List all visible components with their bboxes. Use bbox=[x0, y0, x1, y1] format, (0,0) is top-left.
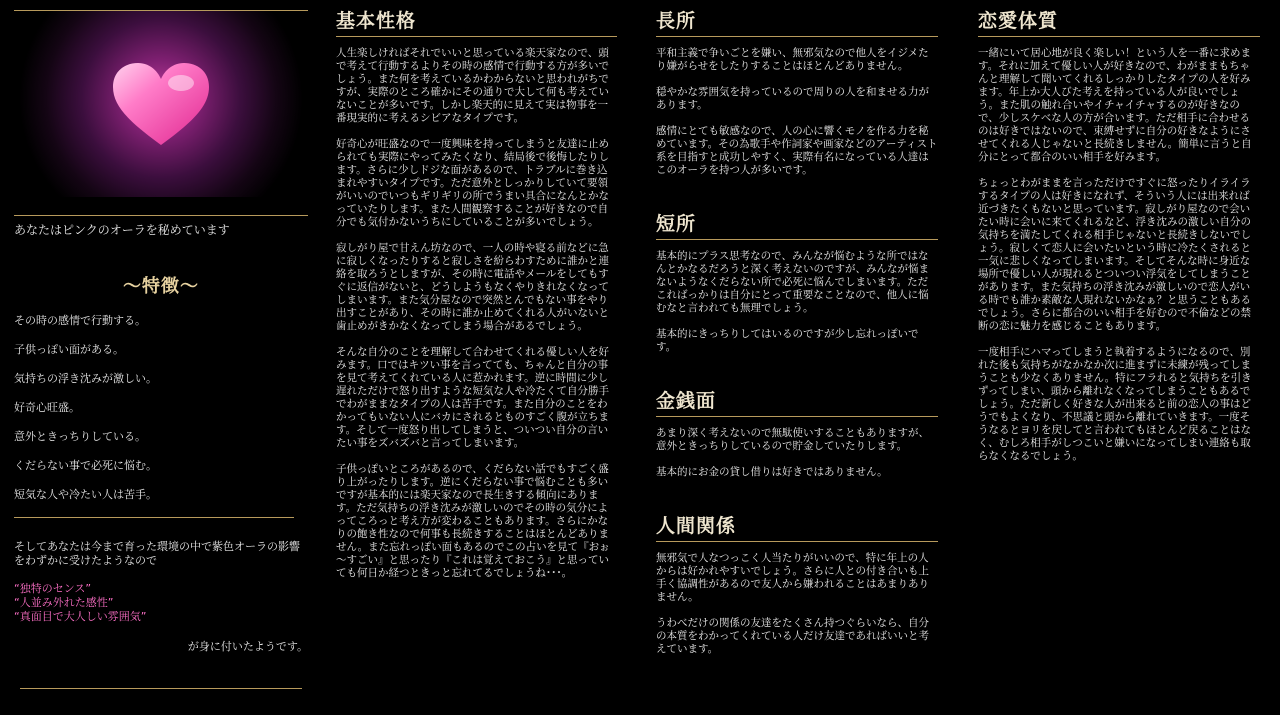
middle-column bbox=[656, 0, 938, 669]
weaknesses-title: 短所 bbox=[656, 203, 938, 240]
trait-item: 短気な人や冷たい人は苦手。 bbox=[14, 488, 157, 501]
influence-list bbox=[14, 582, 308, 624]
trait-item: その時の感情で行動する。 bbox=[14, 314, 146, 327]
paragraph: 一緒にいて居心地が良く楽しい！という人を一番に求めます。それに加えて優しい人が好きなので、わがままもちゃんと理解して聞いてくれるしっかりしたタイプの人を好みます。年上か大人びた考えを持っている人が良いでしょう。また肌の触れ合いやイチャイチャするのが好きなので、少しスケベな人の方が合います。ただ相手に合わせるのは好きではないので、束縛せずに自分の好きなようにさせてくれる人じゃないと長続きしません。簡単に言うと自分にとって都合のいい相手を好みます。 bbox=[978, 47, 1252, 163]
aura-line: あなたはピンクのオーラを秘めています bbox=[14, 223, 230, 237]
trait-item: くだらない事で必死に悩む。 bbox=[14, 459, 157, 472]
money-body bbox=[656, 427, 938, 479]
basic-title: 基本性格 bbox=[336, 0, 617, 37]
paragraph: あまり深く考えないので無駄使いすることもありますが、意外ときっちりしているので貯金していたりします。 bbox=[656, 427, 929, 452]
money-title: 金銭面 bbox=[656, 380, 938, 417]
aura-divider bbox=[14, 215, 308, 216]
paragraph: 基本的にきっちりしてはいるのですが少し忘れっぽいです。 bbox=[656, 328, 919, 353]
paragraph: 無邪気で人なつっこく人当たりがいいので、特に年上の人からは好かれやすいでしょう。さらに人との付き合いも上手く協調性があるので友人から嫌われることはあまりありません。 bbox=[656, 552, 929, 603]
paragraph: 好奇心が旺盛なので一度興味を持ってしまうと友達に止められても実際にやってみたくなり、結局後で後悔したりします。さらに少しドジな面があるので、トラブルに巻き込まれやすいタイプです。ただ意外としっかりしていて要領がいいのでいつもギリギリの所でうまい具合になんとかなっていたりします。また人間観察することが好きなので自分でも気付かないうちにしていることが多いでしょう。 bbox=[336, 138, 609, 228]
love-title: 恋愛体質 bbox=[978, 0, 1260, 37]
left-column bbox=[14, 0, 308, 689]
paragraph: そんな自分のことを理解して合わせてくれる優しい人を好みます。口ではキツい事を言ってても、ちゃんと自分の事を見て考えてくれている人に惹かれます。逆に時間に少し遅れただけで怒り出すような短気な人や冷たくて自分勝手でわがままなタイプの人は苦手です。また自分のことをわかってもいない人にバカにされるとものすごく腹が立ちます。そして一度怒り出してしまうと、ついつい自分の言いたい事をズバズバと言ってしまいます。 bbox=[336, 346, 609, 449]
paragraph: 一度相手にハマってしまうと執着するようになるので、別れた後も気持ちがなかなか次に進まずに未練が残ってしまうことも少なくありません。特にフラれると気持ちを引きずってしまい、頭から離れなくなってしまうこともあるでしょう。ただ新しく好きな人が出来ると前の恋人の事はどうでもよくなり、不思議と頭から離れていきます。一度そうなるとヨリを戻してと言われてもほとんど戻ることはなく、むしろ相手がしつこいと嫌いになってしまい連絡も取らなくなるでしょう。 bbox=[978, 346, 1252, 462]
trait-item: 好奇心旺盛。 bbox=[14, 401, 80, 414]
paragraph: 基本的にプラス思考なので、みんなが悩むような所ではなんとかなるだろうと深く考えないのですが、みんなが悩まないようなくだらない所で必死に悩んでしまいます。ただこればっかりは自分にとって重要なことなので、他人に悩むなと言われても無理でしょう。 bbox=[656, 250, 929, 314]
strengths-title: 長所 bbox=[656, 0, 938, 37]
influence-text: そしてあなたは今まで育った環境の中で紫色オーラの影響をわずかに受けたようなので bbox=[14, 540, 300, 567]
features-title: ～特徴～ bbox=[123, 276, 199, 297]
aura-image bbox=[14, 11, 308, 197]
influence-item: “真面目で大人しい雰囲気” bbox=[14, 610, 147, 623]
influence-ending: が身に付いたようです。 bbox=[187, 640, 308, 653]
relations-body bbox=[656, 552, 938, 656]
traits-list bbox=[14, 314, 308, 502]
basic-body bbox=[336, 47, 617, 580]
heart-icon bbox=[111, 61, 211, 147]
relations-title: 人間関係 bbox=[656, 505, 938, 542]
basic-column bbox=[336, 0, 617, 593]
trait-item: 子供っぽい面がある。 bbox=[14, 343, 124, 356]
paragraph: うわべだけの関係の友達をたくさん持つぐらいなら、自分の本質をわかってくれている人だけ友達であればいいと考えています。 bbox=[656, 617, 929, 655]
paragraph: 平和主義で争いごとを嫌い、無邪気なので他人をイジメたり嫌がらせをしたりすることはほとんどありません。 bbox=[656, 47, 929, 72]
traits-divider bbox=[14, 517, 294, 518]
trait-item: 気持ちの浮き沈みが激しい。 bbox=[14, 372, 157, 385]
paragraph: 穏やかな雰囲気を持っているので周りの人を和ませる力があります。 bbox=[656, 86, 929, 111]
bottom-divider bbox=[20, 688, 302, 689]
paragraph: 人生楽しければそれでいいと思っている楽天家なので、頭で考えて行動するよりその時の感情で行動する方が多いでしょう。また何を考えているかわからないと思われがちですが、実際のところ確かにその通りで大して何も考えていないことが多いです。しかし楽天的に見えて実は物事を一番現実的に考えるシビアなタイプです。 bbox=[336, 47, 609, 124]
weaknesses-body bbox=[656, 250, 938, 354]
love-column bbox=[978, 0, 1260, 476]
paragraph: ちょっとわがままを言っただけですぐに怒ったりイライラするタイプの人は好きになれず、そういう人には出来れば近づきたくもないと思っています。寂しがり屋なので会いたい時に会いに来てくれるなど、浮き沈みの激しい自分の気持ちを満たしてくれる相手じゃないと長続きしないでしょう。寂しくて恋人に会いたいという時に冷たくされると一気に悲しくなってしまいます。そしてそんな時に身近な場所で優しい人が現れるとついつい浮気をしてしまうことがあります。また気持ちの浮き沈みが激しいので恋人がいる時でも誰か素敵な人現れないかなぁ？と思うこともあるでしょう。さらに都合のいい相手を好むので不倫などの禁断の恋に魅力を感じることもあります。 bbox=[978, 177, 1251, 332]
strengths-body bbox=[656, 47, 938, 177]
paragraph: 寂しがり屋で甘えん坊なので、一人の時や寝る前などに急に寂しくなったりすると寂しさを紛らわすために誰かと連絡を取ろうとしますが、その時に電話やメールをしてもすぐに返信がないと、どうしようもなくやりきれなくなってしまいます。また気分屋なので突然とんでもない事をやり出すことがあり、その時に誰か止めてくれる人がいないと歯止めがきかなくなってしまう場合があるでしょう。 bbox=[336, 242, 609, 332]
influence-item: “独特のセンス” bbox=[14, 582, 92, 595]
love-body bbox=[978, 47, 1260, 463]
paragraph: 子供っぽいところがあるので、くだらない話でもすごく盛り上がったりします。逆にくだらない事で悩むことも多いですが基本的には楽天家なので長生きする傾向にあります。ただ気持ちの浮き沈みが激しいのでその時の気分によってころっと考え方が変わることもあります。さらにかなりの飽き性なので何事も長続きすることはほとんどありません。また忘れっぽい面もあるのでこの占いを見て『おぉ～すごい』と思ったり『これは覚えておこう』と思っていても何日か経つときっと忘れてるでしょうね･･･。 bbox=[336, 463, 610, 579]
influence-item: “人並み外れた感性” bbox=[14, 596, 114, 609]
trait-item: 意外ときっちりしている。 bbox=[14, 430, 146, 443]
paragraph: 基本的にお金の貸し借りは好きではありません。 bbox=[656, 466, 888, 478]
paragraph: 感情にとても敏感なので、人の心に響くモノを作る力を秘めています。その為歌手や作詞家や画家などのアーティスト系を目指すと成功しやすく、実際有名になっている人達はこのオーラを持つ人が多いです。 bbox=[656, 125, 938, 176]
